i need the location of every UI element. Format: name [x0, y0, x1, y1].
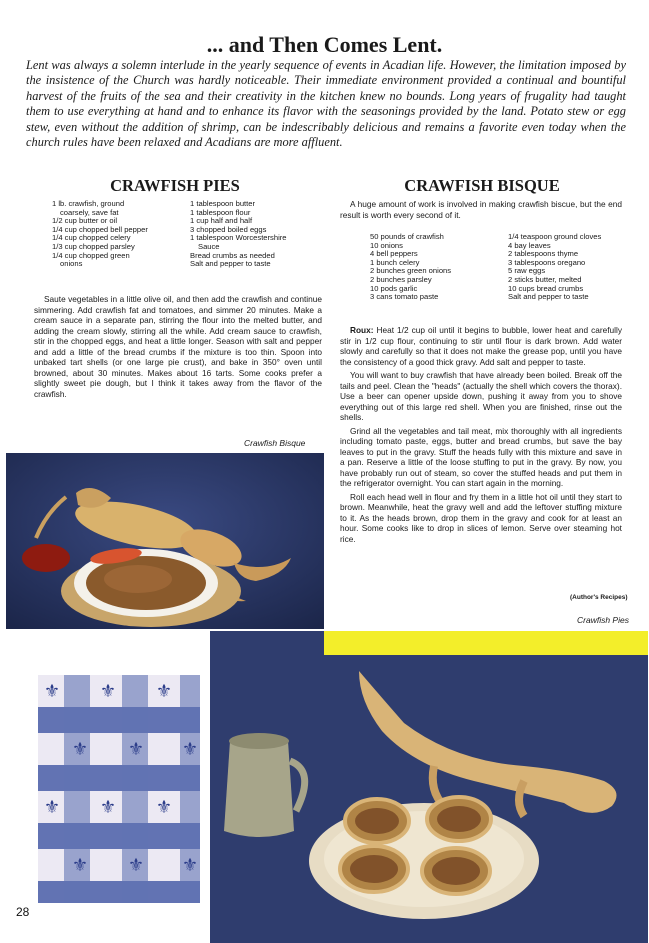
bisque-ingredients-right: 1/4 teaspoon ground cloves 4 bay leaves 2 tablespoons thyme 3 tablespoons oregano 5 raw eggs 2 sticks butter, melted 10 cups bread crumbs Salt and pepper to taste — [508, 232, 602, 302]
svg-text:⚜: ⚜ — [99, 797, 117, 818]
bisque-ingredients-left: 50 pounds of crawfish 10 onions 4 bell peppers 1 bunch celery 2 bunches green onions 2 bunches parsley 10 pods garlic 3 cans tomato paste — [370, 232, 452, 302]
photo-crawfish-bisque — [6, 453, 324, 629]
svg-text:⚜: ⚜ — [181, 739, 199, 760]
yellow-band — [324, 631, 648, 655]
svg-text:⚜: ⚜ — [43, 797, 61, 818]
svg-text:⚜: ⚜ — [71, 739, 89, 760]
red-crawfish — [22, 544, 70, 572]
author-credit: (Author's Recipes) — [570, 594, 628, 601]
roux-label: Roux: — [350, 325, 374, 335]
fleur-de-lis-tablecloth — [38, 675, 200, 903]
caption-bisque: Crawfish Bisque — [244, 438, 306, 448]
caption-pies: Crawfish Pies — [577, 615, 629, 625]
svg-text:⚜: ⚜ — [127, 855, 145, 876]
svg-text:⚜: ⚜ — [71, 855, 89, 876]
intro-paragraph: Lent was always a solemn interlude in the yearly sequence of events in Acadian life. However, the limitation imposed by the insistence of the Church was hardly noticeable. Their immediate environment provided a continual and bountiful harvest of the fruits of the sea and their creativity in the kitchen knew no bounds. Long years of frugality had taught them to use everything at hand and to enhance its flavor with the seasonings provided by the land. Potato stew or egg stew, even without the addition of shrimp, can be indescribably delicious and remains a favorite even today when the church rules have been relaxed and Acadians are more affluent. — [26, 58, 626, 150]
svg-text:⚜: ⚜ — [43, 681, 61, 702]
bisque-method: Roux: Heat 1/2 cup oil until it begins to bubble, lower heat and carefully stir in 1/2 cup flour, continuing to stir until flour is dark brown. Add water slowly and carefully so that it does not make the grease pop, until you have the consistency of a good thick gravy. Add salt and pepper to taste. You will want to buy crawfish that have already been boiled. Break off the tails and peel. Clean the "heads" (actually the shell which covers the thorax). Use a beer can opener upside down, pushing it away from you to shove everything out of this large red shell. When you are finished, rinse out the shells. Grind all the vegetables and tail meat, mix thoroughly with all ingredients including tomato paste, eggs, butter and bread crumbs, but save the bay leaves to put in the gravy. Stuff the heads fully with this mixture and save in a pan. Reserve a little of the loose stuffing to put in the gravy. By now, you have probably run out of steam, so cover the stuffed heads and put them in the refrigerator overnight. You can start again in the morning. Roll each head well in flour and fry them in a little hot oil until they start to brown. Meanwhile, heat the gravy well and add the leftover stuffing mixture to it. As the heads brown, drop them in the gravy and cook for at least an hour. Some cooks like to drop in slices of lemon. Serve over steaming hot rice. — [340, 325, 622, 544]
page-number: 28 — [16, 905, 30, 919]
photo-crawfish-pies — [4, 631, 648, 943]
bisque-intro: A huge amount of work is involved in making crawfish biscue, but the end result is worth every second of it. — [340, 199, 622, 220]
pies-ingredients-left: 1 lb. crawfish, ground coarsely, save fat 1/2 cup butter or oil 1/4 cup chopped bell pepper 1/4 cup chopped celery 1/3 cup chopped parsley 1/4 cup chopped green onions — [52, 199, 148, 269]
pies-ingredients-right: 1 tablespoon butter 1 tablespoon flour 1 cup half and half 3 chopped boiled eggs 1 tablespoon Worcestershire Sauce Bread crumbs as needed Salt and pepper to taste — [190, 199, 287, 269]
svg-text:⚜: ⚜ — [155, 797, 173, 818]
bisque-title: CRAWFISH BISQUE — [404, 176, 560, 195]
svg-text:⚜: ⚜ — [155, 681, 173, 702]
svg-text:⚜: ⚜ — [99, 681, 117, 702]
svg-text:⚜: ⚜ — [127, 739, 145, 760]
pies-method: Saute vegetables in a little olive oil, and then add the crawfish and continue simmering. Add crawfish fat and tomatoes, and simmer 20 minutes. Make a cream sauce in a separate pan, stirring the flour into the melted butter, and adding the cream slowly, stirring all the while. Add cream sauce to crawfish, stir in the chopped eggs, and heat a little longer. Season with salt and pepper and add a little of the bread crumbs if the mixture is too thin. Spoon into unbaked tart shells (or one large pie crust), and bake in 350° oven until browned, about 30 minutes. Makes about 16 tarts. Some cooks prefer a slightly sweet pie dough, but I think it takes away from the flavor of the crawfish. — [34, 294, 322, 399]
svg-text:⚜: ⚜ — [181, 855, 199, 876]
page-title: ... and Then Comes Lent. — [206, 32, 443, 57]
pies-title: CRAWFISH PIES — [110, 176, 240, 195]
